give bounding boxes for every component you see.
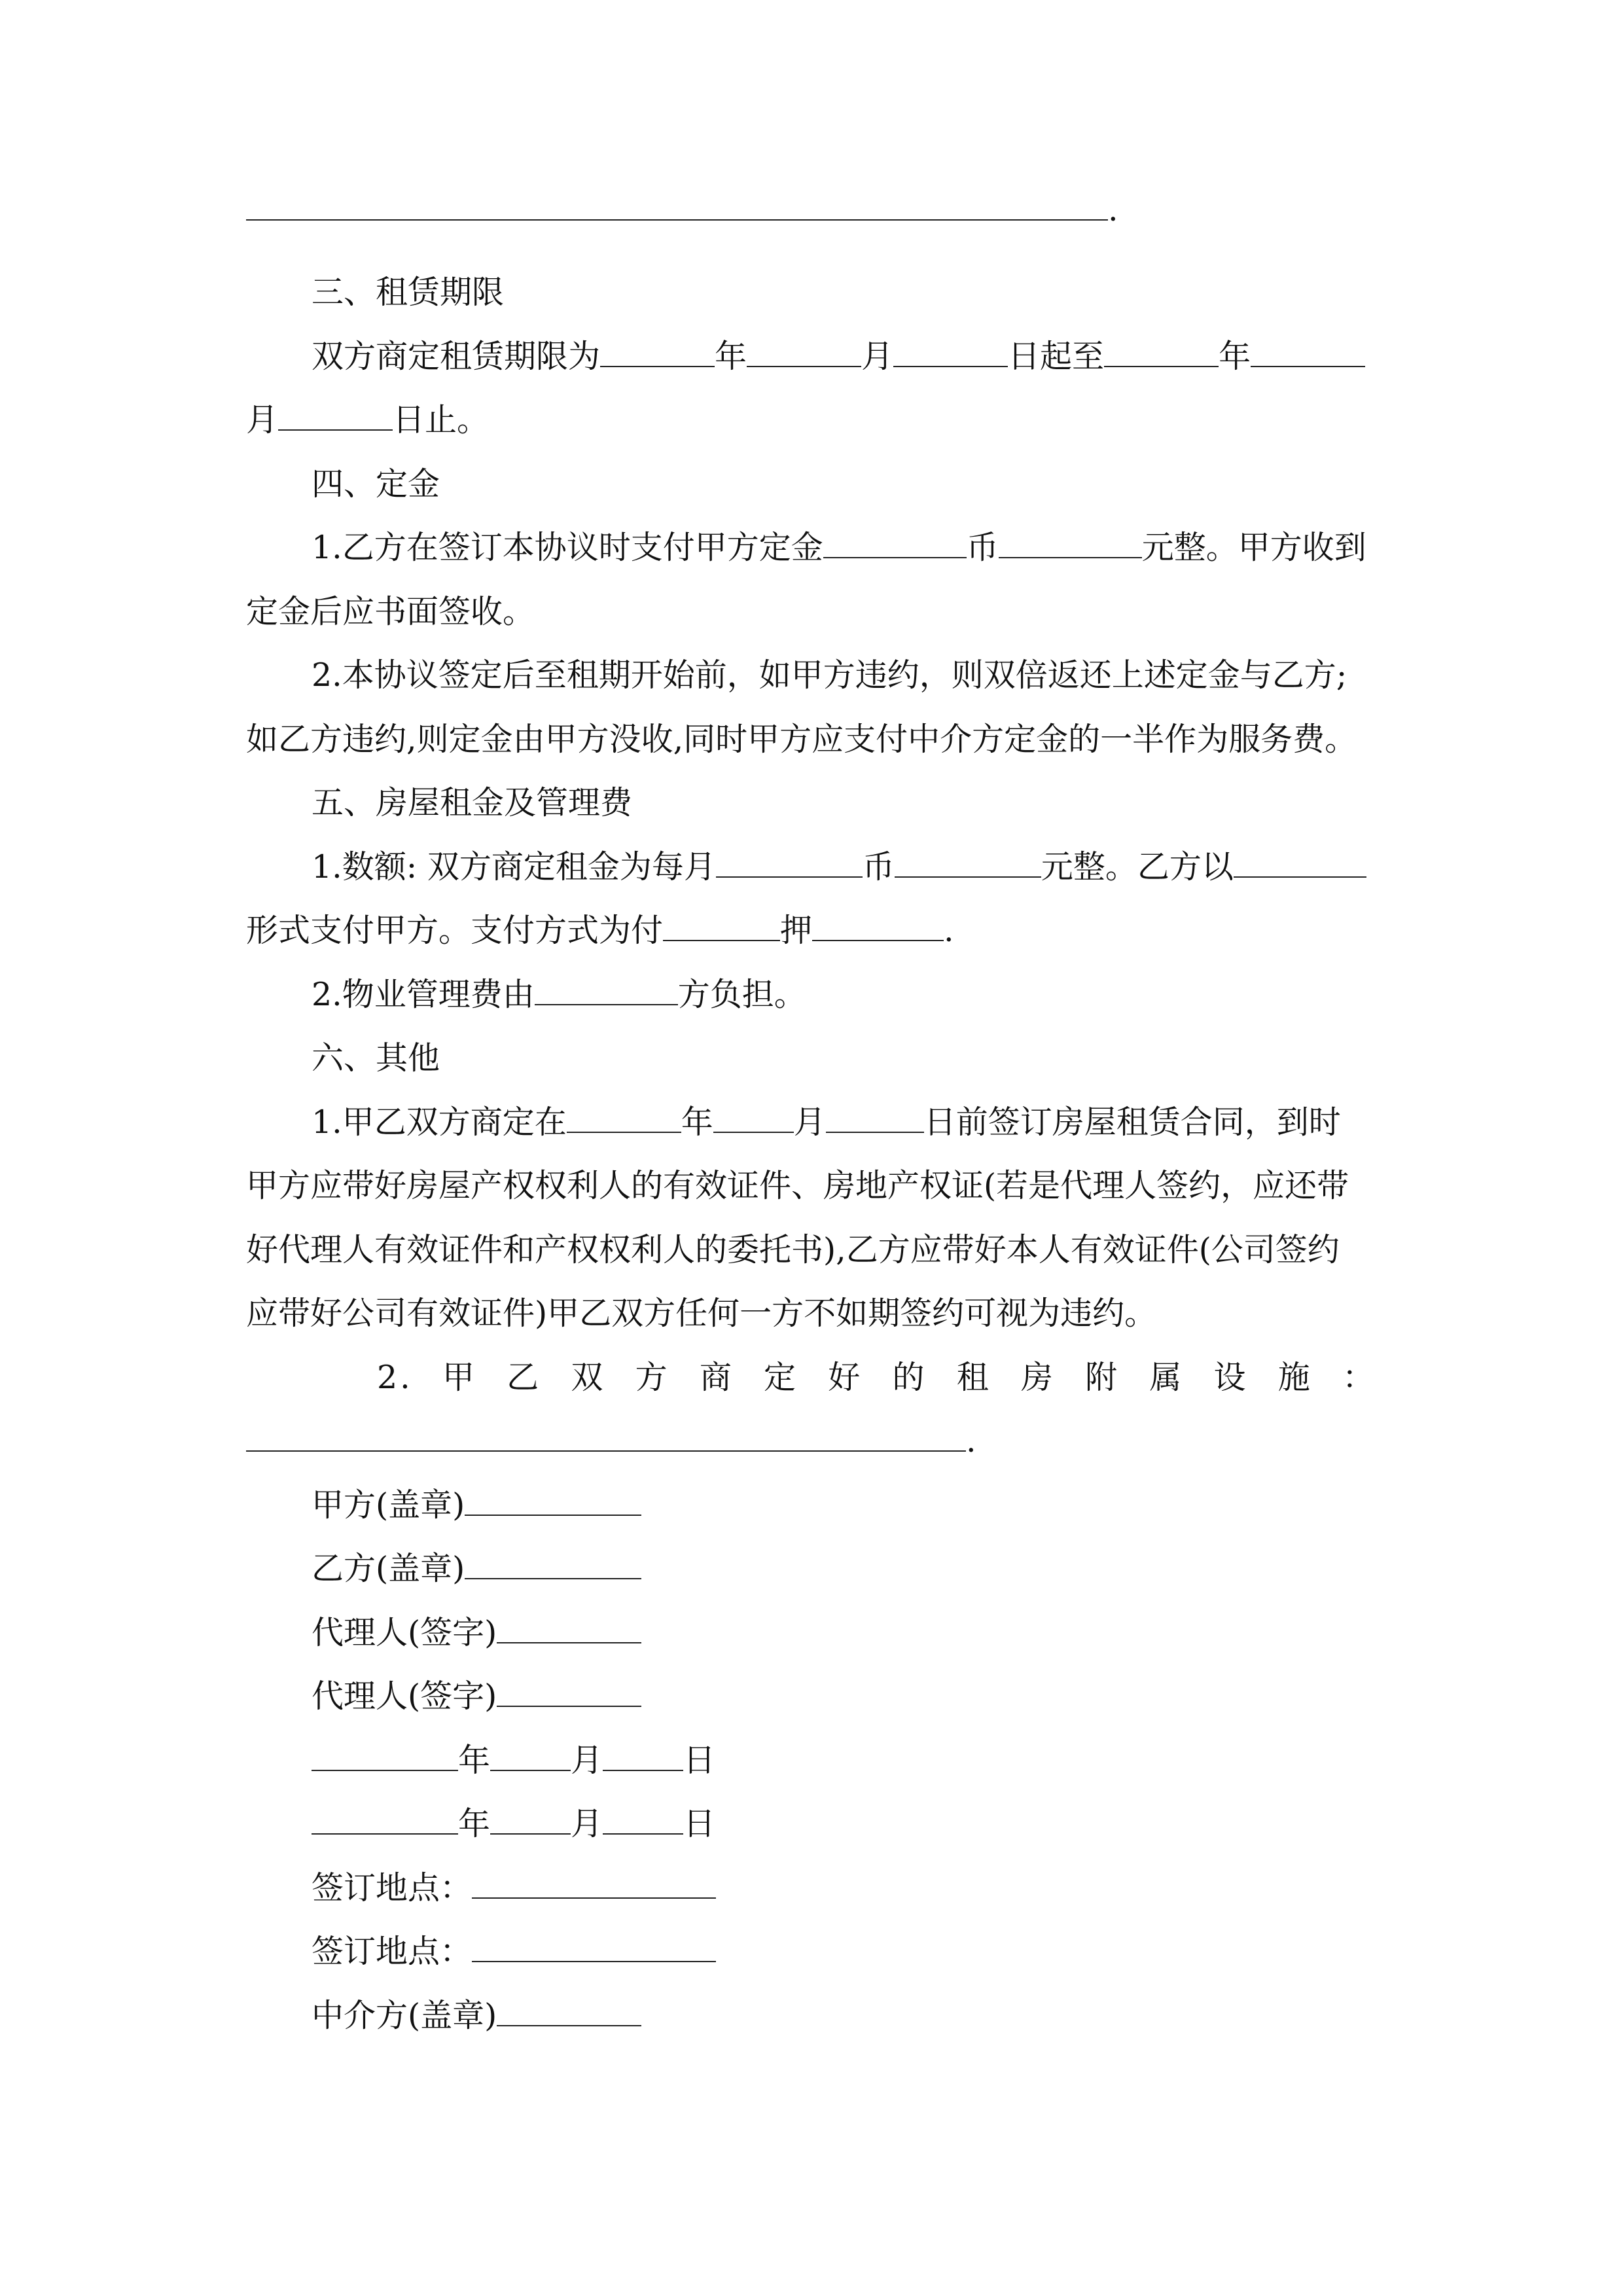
year-field[interactable] xyxy=(312,1740,458,1770)
text: 日起至 xyxy=(1008,337,1105,375)
text: 押 xyxy=(780,912,813,949)
text: 元整。甲方收到 xyxy=(1141,529,1366,566)
signing-date-line xyxy=(246,1090,1377,1155)
text: 年 xyxy=(715,337,747,375)
blank-field[interactable] xyxy=(535,975,678,1005)
text: 月 xyxy=(793,1103,826,1141)
date-line xyxy=(246,1729,1377,1793)
text: . xyxy=(944,912,954,949)
period: . xyxy=(966,1422,976,1460)
date-line xyxy=(246,1792,1377,1856)
text: 1.数额: 双方商定租金为每月 xyxy=(312,848,716,886)
text: 日止。 xyxy=(393,401,490,439)
blank-field[interactable] xyxy=(716,847,863,877)
place-field[interactable] xyxy=(472,1932,716,1962)
paragraph-line: 如乙方违约,则定金由甲方没收,同时甲方应支付中介方定金的一半作为服务费。 xyxy=(246,720,1357,758)
contract-page xyxy=(246,260,1377,2047)
blank-field[interactable] xyxy=(663,911,780,941)
day-field[interactable] xyxy=(603,1740,683,1770)
text: 形式支付甲方。支付方式为付 xyxy=(246,912,664,949)
rent-line xyxy=(246,835,1377,899)
signature-field[interactable] xyxy=(465,1549,641,1579)
signing-place xyxy=(246,1920,1377,1984)
text: 日前签订房屋租赁合同，到时 xyxy=(923,1103,1341,1141)
label: 签订地点： xyxy=(312,1933,473,1970)
paragraph-line: 2.本协议签定后至租期开始前，如甲方违约，则双倍返还上述定金与乙方; xyxy=(312,656,1347,694)
text: 月 xyxy=(861,337,894,375)
month-field[interactable] xyxy=(490,1740,571,1770)
agent-signature xyxy=(246,1601,1377,1665)
blank-field[interactable] xyxy=(1104,336,1219,367)
blank-field[interactable] xyxy=(1251,336,1365,367)
blank-field[interactable] xyxy=(893,336,1008,367)
paragraph-line: 甲方应带好房屋产权权利人的有效证件、房地产权证(若是代理人签约，应还带 xyxy=(246,1167,1349,1204)
signature-field[interactable] xyxy=(497,1613,641,1643)
label: 月 xyxy=(571,1741,603,1779)
blank-field[interactable] xyxy=(246,1422,966,1452)
label: 甲方(盖章) xyxy=(312,1486,465,1524)
label: 签订地点： xyxy=(312,1869,473,1907)
blank-field[interactable] xyxy=(826,1102,924,1132)
signing-place xyxy=(246,1856,1377,1920)
text: 1.乙方在签订本协议时支付甲方定金 xyxy=(312,529,823,566)
signature-field[interactable] xyxy=(465,1485,641,1515)
text: 年 xyxy=(681,1103,713,1141)
paragraph-line: 应带好公司有效证件)甲乙双方任何一方不如期签约可视为违约。 xyxy=(246,1295,1157,1332)
label: 年 xyxy=(458,1805,491,1842)
blank-field[interactable] xyxy=(812,911,944,941)
text: 月 xyxy=(246,401,279,439)
label: 中介方(盖章) xyxy=(312,1996,497,2034)
blank-field[interactable] xyxy=(747,336,861,367)
text: 元整。乙方以 xyxy=(1041,848,1234,886)
blank-field[interactable] xyxy=(567,1102,681,1132)
text: 双方商定租赁期限为 xyxy=(312,337,601,375)
text: 币 xyxy=(966,529,999,566)
label: 代理人(签字) xyxy=(312,1677,497,1715)
facilities-fill-line xyxy=(246,1409,1377,1473)
section-title: 四、定金 xyxy=(312,465,440,503)
deposit-line xyxy=(246,516,1377,580)
section-title: 三、租赁期限 xyxy=(312,274,505,311)
signature-field[interactable] xyxy=(497,1677,641,1707)
top-fill-line xyxy=(246,178,1118,242)
period: . xyxy=(1108,191,1118,228)
blank-field[interactable] xyxy=(895,847,1041,877)
management-fee-line xyxy=(246,963,1377,1027)
month-field[interactable] xyxy=(490,1804,571,1835)
lease-term-line-2 xyxy=(246,388,1377,452)
party-b-signature xyxy=(246,1537,1377,1601)
label: 日 xyxy=(683,1805,716,1842)
label: 日 xyxy=(683,1741,716,1779)
year-field[interactable] xyxy=(312,1804,458,1835)
agent-signature xyxy=(246,1664,1377,1729)
blank-field[interactable] xyxy=(713,1102,794,1132)
text: 方负担。 xyxy=(677,975,806,1013)
facilities-line: 2.甲乙双方商定好的租房附属设施： xyxy=(377,1358,1377,1396)
party-a-signature xyxy=(246,1473,1377,1537)
section-title: 六、其他 xyxy=(312,1039,440,1077)
label: 年 xyxy=(458,1741,491,1779)
paragraph-line: 好代理人有效证件和产权权利人的委托书),乙方应带好本人有效证件(公司签约 xyxy=(246,1230,1340,1268)
blank-field[interactable] xyxy=(600,336,715,367)
day-field[interactable] xyxy=(603,1804,683,1835)
place-field[interactable] xyxy=(472,1868,716,1898)
section-title: 五、房屋租金及管理费 xyxy=(312,784,633,821)
signature-field[interactable] xyxy=(497,1996,641,2026)
label: 乙方(盖章) xyxy=(312,1550,465,1587)
text: 2.物业管理费由 xyxy=(312,975,535,1013)
blank-field[interactable] xyxy=(246,190,1108,221)
lease-term-line xyxy=(246,325,1377,389)
label: 代理人(签字) xyxy=(312,1613,497,1651)
blank-field[interactable] xyxy=(999,528,1142,558)
blank-field[interactable] xyxy=(278,401,393,431)
payment-line xyxy=(246,899,1377,963)
blank-field[interactable] xyxy=(823,528,967,558)
intermediary-signature xyxy=(246,1984,1377,2048)
paragraph-line: 定金后应书面签收。 xyxy=(246,592,535,630)
label: 月 xyxy=(571,1805,603,1842)
text: 年 xyxy=(1219,337,1251,375)
blank-field[interactable] xyxy=(1234,847,1366,877)
text: 1.甲乙双方商定在 xyxy=(312,1103,567,1141)
text: 币 xyxy=(862,848,895,886)
